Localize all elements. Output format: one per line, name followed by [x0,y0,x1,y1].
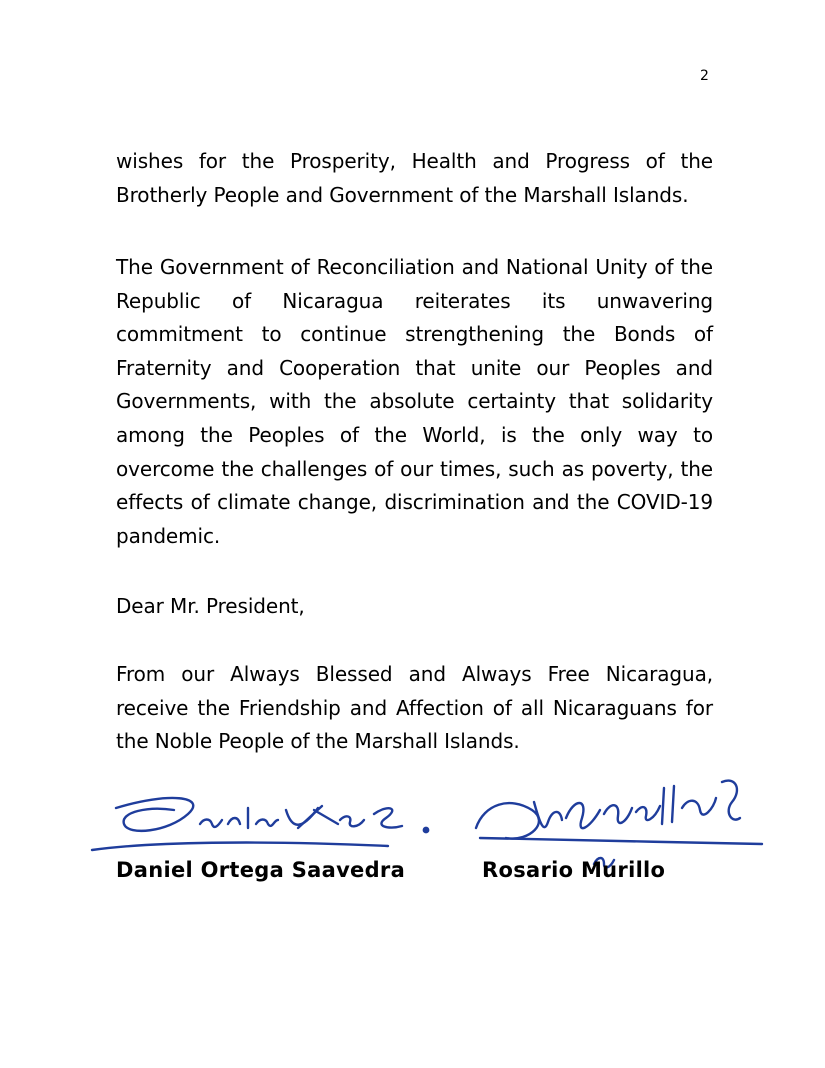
page-number: 2 [700,68,709,84]
salutation: Dear Mr. President, [116,594,305,618]
paragraph-closing-wishes: wishes for the Prosperity, Health and Progress of the Brotherly People and Government of the Marshall Islands. [116,149,713,207]
signature-daniel-ortega [88,790,448,860]
signer-name-left: Daniel Ortega Saavedra [116,858,406,882]
signer-name-right: Rosario Murillo [482,858,666,882]
paragraph-friendship: From our Always Blessed and Always Free Nicaragua, receive the Friendship and Affection of all Nicaraguans for the Noble People of the Marshall Islands. [116,662,713,754]
paragraph-commitment: The Government of Reconciliation and National Unity of the Republic of Nicaragua reiterates its unwavering commitment to continue strengthening the Bonds of Fraternity and Cooperation that unite our Peoples and Governments, with the absolute certainty that solidarity among the Peoples of the World, is the only way to overcome the challenges of our times, such as poverty, the effects of climate change, discrimination and the COVID-19 pandemic. [116,255,713,548]
